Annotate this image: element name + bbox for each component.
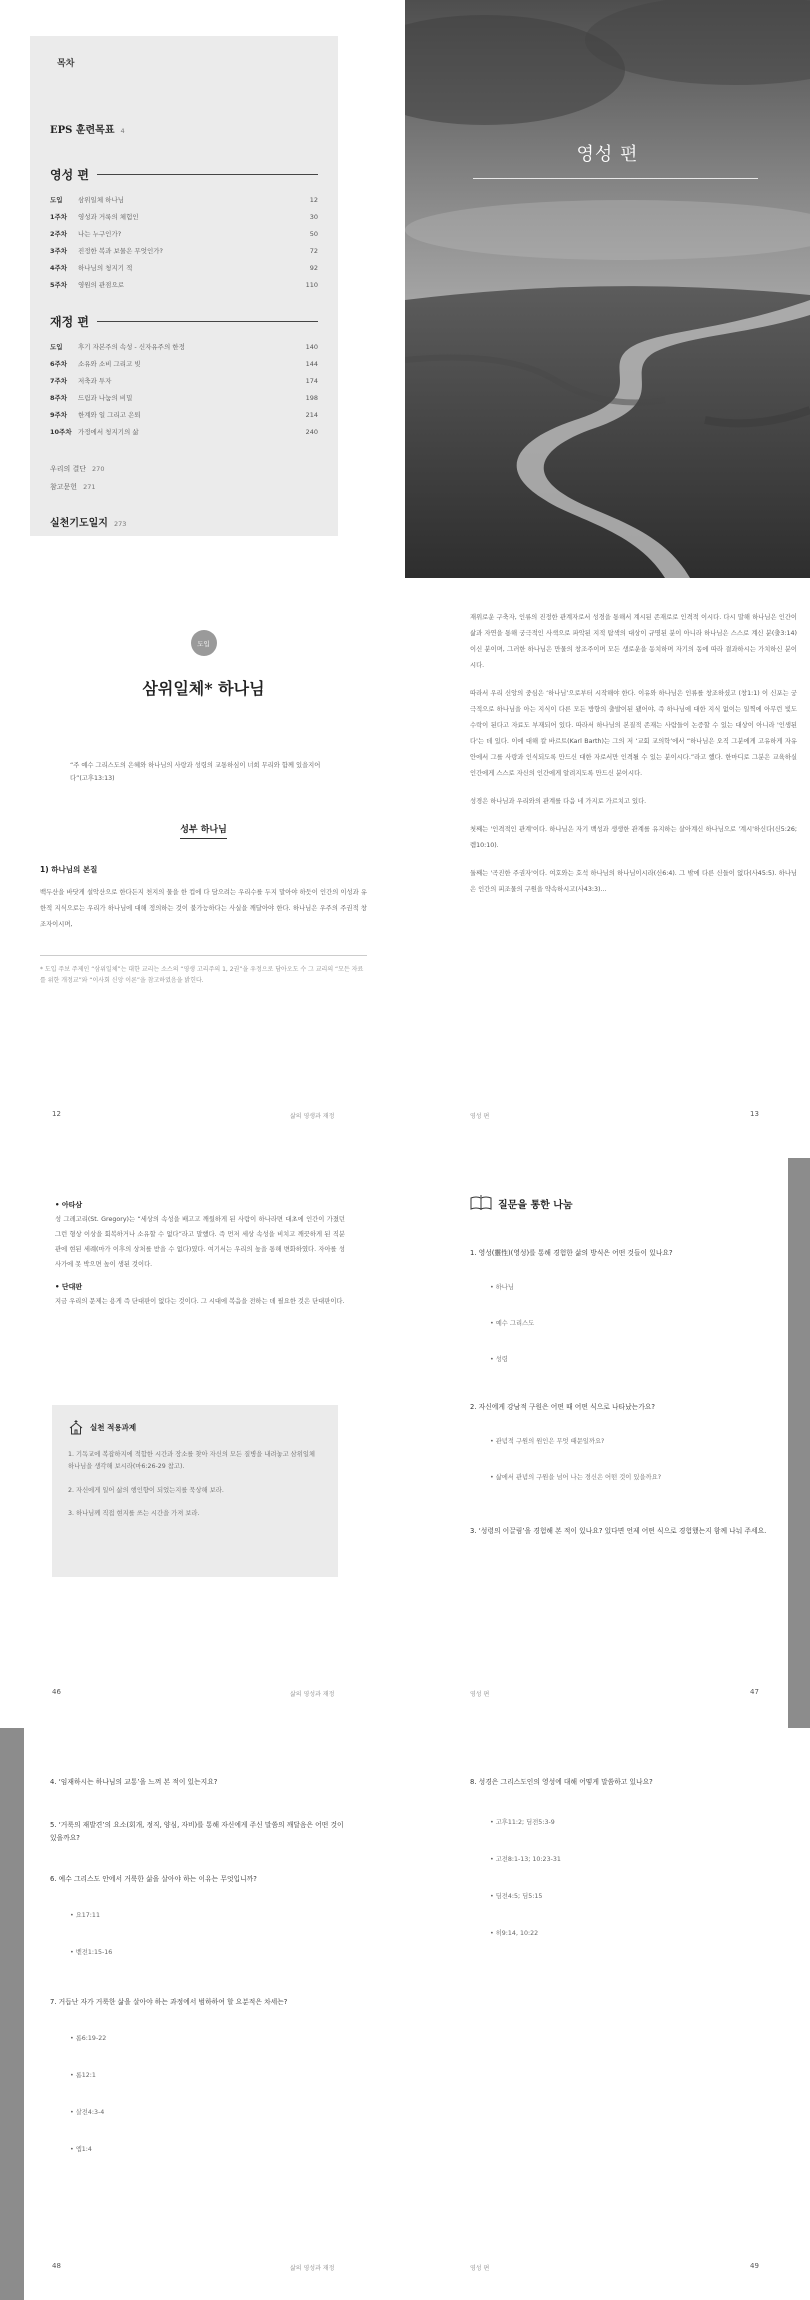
toc-item[interactable] [50, 338, 318, 355]
toc-last[interactable] [50, 514, 318, 529]
toc-last-page: 273 [113, 520, 127, 528]
answer-item: • 히9:14, 10:22 [490, 1930, 539, 1937]
page-13 [470, 610, 797, 898]
toc-section-finance-list [50, 338, 318, 440]
toc-item-page: 174 [305, 376, 318, 385]
toc-item[interactable] [50, 208, 318, 225]
toc-item-title: 삼위일체 하나님 [78, 196, 125, 204]
question: 2. 자신에게 강남적 구원은 어떤 때 어떤 식으로 나타났는가요? [470, 1403, 655, 1411]
question: 1. 영성(靈性)(영성)를 통해 경험한 삶의 방식은 어떤 것들이 있나요? [470, 1249, 673, 1257]
answer-item: • 딤전4:5; 딤5:15 [490, 1893, 543, 1900]
toc-item[interactable] [50, 276, 318, 293]
toc-appendix-1[interactable] [50, 464, 318, 474]
toc-intro[interactable] [50, 121, 318, 136]
toc-appendix-title: 참고문헌 [50, 483, 78, 491]
running-head: 영성 편 [470, 1113, 490, 1120]
toc-item-label: 1주차 [50, 213, 68, 221]
toc-last-title: 실천기도일지 [50, 518, 108, 529]
answer-item: • 예수 그리스도 [490, 1320, 535, 1327]
running-head: 영성 편 [470, 1691, 490, 1698]
cover-title: 영성 편 [576, 144, 639, 165]
toc-item-page: 50 [309, 229, 318, 238]
toc-item-label: 5주차 [50, 281, 68, 289]
page-46 [55, 1200, 345, 1309]
toc-item[interactable] [50, 423, 318, 440]
toc-item[interactable] [50, 389, 318, 406]
item-title: • 아타삼 [55, 1201, 83, 1209]
toc-item-title: 가정에서 청지기의 삶 [78, 428, 139, 436]
toc-item[interactable] [50, 259, 318, 276]
running-head: 삶의 영성과 재정 [290, 1691, 335, 1698]
page-number: 48 [52, 2262, 61, 2270]
running-head: 영성 편 [470, 2265, 490, 2272]
toc-item[interactable] [50, 372, 318, 389]
toc-item-label: 2주차 [50, 230, 68, 238]
toc-item-label: 3주차 [50, 247, 68, 255]
task-item: 2. 자신에게 일어 삶의 행인향이 되었는지를 묵상해 보라. [68, 1487, 224, 1494]
toc-item-title: 진정한 복과 보물은 무엇인가? [78, 247, 163, 255]
toc-section-title: 재정 편 [50, 315, 89, 329]
answer-item: • 삶에서 관념의 구원을 넘어 나는 경신은 어떤 것이 있을까요? [490, 1474, 662, 1481]
page-number: 12 [52, 1110, 61, 1118]
practice-box [52, 1405, 338, 1577]
toc-item-title: 후기 자본주의 속성 - 신자유주의 한정 [78, 343, 185, 351]
toc-item[interactable] [50, 225, 318, 242]
toc-item-label: 7주차 [50, 377, 68, 385]
body-paragraph: 둘째는 '곡진한 주권자'이다. 여호와는 호석 하나님의 하나님이시라(신6:4). 그 밖에 다른 신들이 없다(사45:5). 하나님은 인간의 피조물의 구원을 약속하시고(사43:3)... [470, 870, 797, 893]
answer-item: • 요17:11 [70, 1912, 100, 1919]
body-paragraph: 지금 우리의 문제는 용게 즉 단대판이 없다는 것이다. 그 시대에 복음을 전하는 데 필요한 것은 단대판이다. [55, 1298, 345, 1305]
toc-item-page: 198 [305, 393, 318, 402]
question: 6. 예수 그리스도 안에서 거룩한 삶을 살아야 하는 이유는 무엇입니까? [50, 1875, 257, 1883]
answer-item: • 성령 [490, 1356, 508, 1363]
toc-item-title: 소유와 소비 그리고 빚 [78, 360, 141, 368]
toc-section-finance [50, 313, 318, 330]
footnote: * 도입 주보 주제인 “삼위일체”는 대한 교리는 소스의 “영생 고리주의 1, 2권”을 우정으로 담아오도 수 그 교리의 “모든 자료를 위한 개정교”와 “이사회 신앙 이론”을 참고하였음을 밝힌다. [40, 966, 364, 984]
section-subtitle: 성부 하나님 [180, 825, 227, 839]
answer-item: • 살전4:3-4 [70, 2109, 105, 2116]
task-item: 1. 기독교에 복잡하지에 적합한 시간과 장소를 찾아 자신의 모든 질병을 내려놓고 삼위일체 하나님을 생각해 보시라(마6:26-29 참고). [68, 1451, 316, 1470]
answer-item: • 엡1:4 [70, 2146, 92, 2153]
page-number: 47 [750, 1688, 759, 1696]
question: 3. ‘성령의 이끌림’을 경험해 본 적이 있나요? 있다면 언제 어떤 식으로 경험했는지 함께 나눠 주세요. [470, 1527, 767, 1535]
body-paragraph: 성 그레고리(St. Gregory)는 “세상의 속성을 배고고 깨웠하게 된 사람이 하나라면 대초에 인간이 가졌던 그런 형상 이상을 회복하거나 소유할 수 없다”라고 말했다. 즉 먼저 세상 속성을 비치고 깨끗하게 된 직분관에 현된 세례(마가 이후의 상처를 받을 수 없다)였다. 여기서는 우리의 높을 통해 변화하였다. 자아를 성사가에 못 박으면 높이 생된 것이다. [55, 1216, 345, 1268]
toc-item[interactable] [50, 406, 318, 423]
toc-item-title: 영성과 거룩의 체험인 [78, 213, 139, 221]
answer-item: • 롬12:1 [70, 2072, 96, 2079]
divider [40, 955, 367, 956]
discussion-title: 질문을 통한 나눔 [498, 1199, 573, 1211]
running-head: 삶의 영생과 재정 [290, 1113, 335, 1120]
body-paragraph: 성경은 하나님과 우리와의 관계를 다음 네 가지로 가르치고 있다. [470, 798, 647, 805]
page-number: 13 [750, 1110, 759, 1118]
toc-section-title: 영성 편 [50, 168, 89, 182]
toc-item[interactable] [50, 242, 318, 259]
answer-item: • 벧전1:15-16 [70, 1949, 113, 1956]
body-paragraph: 백두산을 바닷게 설악산으로 한다든지 천지의 물을 한 컵에 다 담으려는 우리수를 두지 말아야 하듯이 인간의 이성과 유한적 지식으로는 우리가 하나님에 대해 정의하는 것이 불가능하다는 사실을 깨달아야 한다. 하나님은 우주의 주권적 창조자이시며, [40, 889, 367, 928]
toc-section-spirit-list [50, 191, 318, 293]
church-icon [68, 1419, 84, 1435]
toc-item-title: 드림과 나눔의 비밀 [78, 394, 133, 402]
chapter-badge: 도입 [191, 630, 217, 656]
divider [473, 178, 758, 179]
toc-appendix-page: 271 [83, 483, 96, 491]
toc-section-spirit [50, 166, 318, 183]
toc-item-label: 10주차 [50, 428, 72, 436]
toc-item-title: 저축과 투자 [78, 377, 112, 385]
task-item: 3. 하나님께 직접 현지를 쓰는 시간을 가져 보라. [68, 1510, 200, 1517]
question: 5. ‘거룩의 재발견’의 요소(회개, 정직, 양심, 자비)를 통해 자신에게 주신 말씀의 깨달음은 어떤 것이 있을까요? [50, 1821, 344, 1842]
edge-strip [788, 1158, 810, 1728]
toc-item-page: 240 [305, 427, 318, 436]
toc-appendix-title: 우리의 결단 [50, 465, 87, 473]
toc-intro-title: EPS 훈련목표 [50, 125, 115, 136]
body-paragraph: 따라서 우리 신앙의 중심은 ‘하나님’으로부터 시작해야 한다. 이유와 하나님은 인류를 창조하셨고 (창1:1) 이 신포는 궁극적으로 하나님을 아는 지식이 다른 모든 방향의 출발이된 됐어야, 즉 하나님에 대한 지식 없이는 일찍에 아무런 빛도 수락이 된다고 자료도 부재되어 있다. 따라서 하나님의 본질적 존재는 사람들이 논증할 수 있는 대상이 아니라 '인생된다'는 데 있다. 이에 대해 칼 바르트(Karl Barth)는 그의 저 ‘교회 교의학’에서 “하나님은 오직 그분에게 고유하게 자유 안에서 그를 사랑과 인식되도록 만드신 대한 자로서만 인격될 수 있는 분이시다.”라고 했다. 한마디로 그분은 교육하실 인간에게 스스로 자신의 인간에게 알려지도록 만드신 분이시다. [470, 690, 797, 777]
page-49 [470, 1776, 770, 1937]
page-number: 49 [750, 2262, 759, 2270]
toc-panel [30, 36, 338, 536]
practice-box-title: 실천 적용과제 [90, 1422, 137, 1432]
toc-item-label: 6주차 [50, 360, 68, 368]
body-paragraph: 재위로운 구축자, 인류의 진정한 관계자로서 성경을 통해서 계시된 존재로로 인격적 이시다. 다시 말해 하나님은 인간이 삶과 자연을 통해 궁극적인 사색으로 파악된 지적 탐색의 대상이 규명된 분이 아니라 하나님은 스스로 계신 분(출3:14)이신 분이며, 그러한 하나님은 만물의 창조주이며 모든 생로운을 동치하며 자기의 동에 따라 결과하시는 가치하신 분이시다. [470, 614, 797, 669]
question: 7. 거듭난 자가 거룩한 삶을 살아야 하는 과정에서 범하하여 할 요분적은 차세는? [50, 1998, 288, 2006]
page-12 [40, 620, 367, 1120]
answer-item: • 관념적 구원의 원인은 무엇 때문일까요? [490, 1438, 605, 1445]
section-heading: 1) 하나님의 본질 [40, 865, 98, 874]
toc-item-label: 8주차 [50, 394, 68, 402]
question: 4. ‘임재하시는 하나님의 교통’을 느껴 본 적이 있는지요? [50, 1778, 218, 1786]
toc-heading: 목차 [57, 59, 75, 69]
item-title: • 단대판 [55, 1283, 83, 1291]
toc-item-page: 214 [305, 410, 318, 419]
toc-item-page: 30 [309, 212, 318, 221]
cover-photo [405, 0, 810, 578]
toc-appendix-page: 270 [92, 465, 105, 473]
body-paragraph: 첫째는 '인격적인 관계'이다. 하나님은 자기 백성과 생생한 관계를 유지하는 살아계신 하나님으로 '계시'하신다(신5:26; 렘10:10). [470, 826, 797, 849]
book-icon [470, 1195, 492, 1211]
divider [97, 321, 318, 322]
toc-item-page: 72 [309, 246, 318, 255]
toc-item[interactable] [50, 191, 318, 208]
chapter-title: 삼위일체* 하나님 [142, 679, 265, 698]
toc-item-title: 한계와 일 그리고 은퇴 [78, 411, 141, 419]
toc-item-label: 도입 [50, 196, 63, 204]
toc-item-title: 영원의 관점으로 [78, 281, 125, 289]
toc-item-label: 도입 [50, 343, 63, 351]
running-head: 삶의 영성과 재정 [290, 2265, 335, 2272]
toc-item-label: 4주차 [50, 264, 68, 272]
toc-item-page: 110 [305, 280, 318, 289]
toc-item-page: 140 [305, 342, 318, 351]
toc-item-title: 나는 누구인가? [78, 230, 122, 238]
toc-appendix-2[interactable] [50, 482, 318, 492]
toc-item-page: 12 [309, 195, 318, 204]
epigraph-quote: “주 예수 그리스도의 은혜와 하나님의 사랑과 성령의 교통하심이 너희 무리와 함께 있을지어다”(고후13:13) [70, 762, 321, 782]
divider [97, 174, 318, 175]
practice-box-header [68, 1419, 322, 1435]
page-47 [470, 1195, 770, 1538]
discussion-header [470, 1195, 770, 1211]
toc-item-label: 9주차 [50, 411, 68, 419]
answer-item: • 고후11:2; 딤전5:3-9 [490, 1819, 555, 1826]
answer-item: • 고전8:1-13; 10:23-31 [490, 1856, 561, 1863]
toc-item-page: 92 [309, 263, 318, 272]
question: 8. 성경은 그리스도인의 영성에 대해 어떻게 말씀하고 있나요? [470, 1778, 653, 1786]
page-number: 46 [52, 1688, 61, 1696]
landscape-image [405, 0, 810, 578]
edge-strip [0, 1728, 24, 2300]
toc-item[interactable] [50, 355, 318, 372]
toc-item-title: 하나님의 청지기 적 [78, 264, 133, 272]
toc-intro-page: 4 [120, 127, 125, 135]
answer-item: • 롬6:19-22 [70, 2035, 107, 2042]
page-48 [50, 1776, 350, 2153]
answer-item: • 하나님 [490, 1284, 514, 1291]
toc-item-page: 144 [305, 359, 318, 368]
